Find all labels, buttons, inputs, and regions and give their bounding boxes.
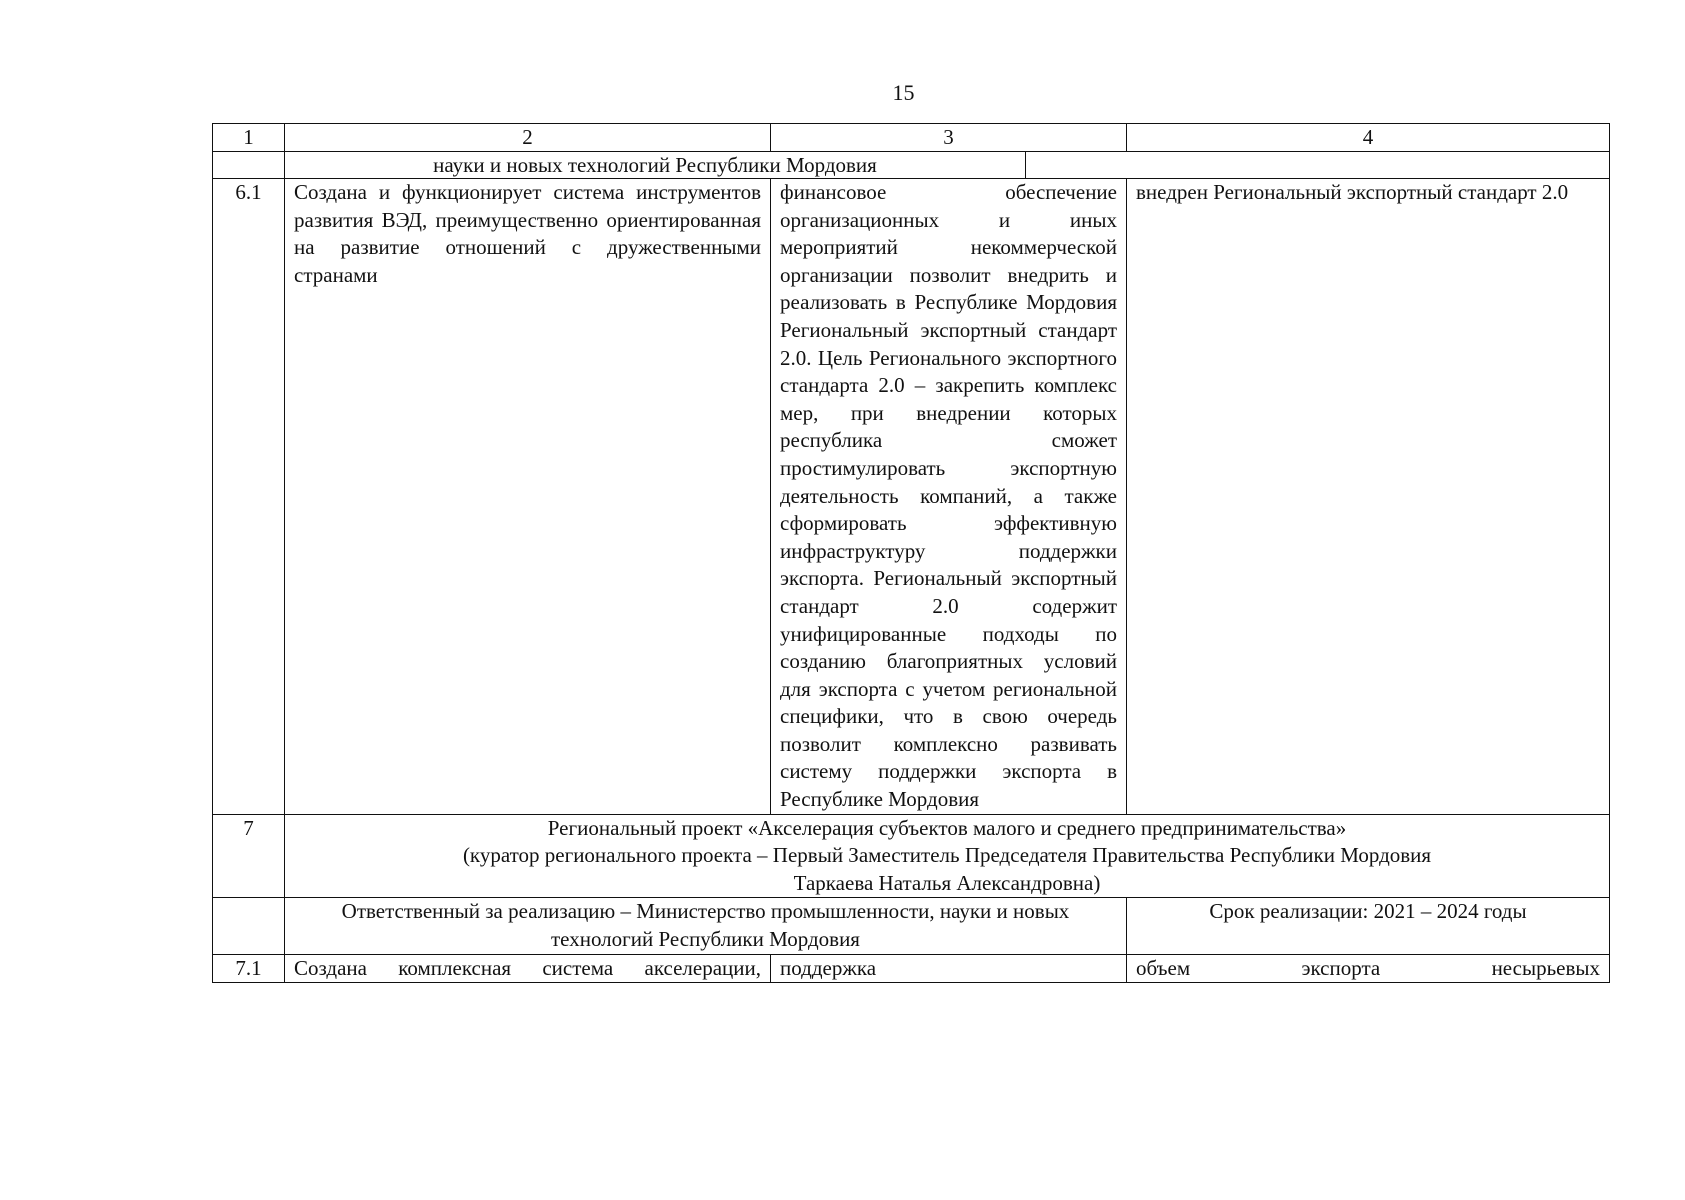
- result-cell: Создана комплексная система акселерации,: [285, 954, 771, 983]
- row-number: 6.1: [213, 179, 285, 815]
- project-title-line-3: Таркаева Наталья Александровна): [793, 870, 1101, 895]
- project-title-line-2: (куратор регионального проекта – Первый Заместитель Председателя Правительства Республики Мордовия: [462, 843, 1432, 868]
- page-number: 15: [892, 80, 915, 105]
- description-cell: поддержка: [771, 954, 1127, 983]
- row-number: 7.1: [213, 954, 285, 983]
- table-row-6-1: [213, 179, 1610, 815]
- table-row-7: [213, 814, 1610, 898]
- continuation-cell: [285, 152, 1610, 179]
- table-row-7-1: [213, 954, 1610, 983]
- column-numbers-row: [213, 124, 1610, 152]
- row-number: 7: [213, 814, 285, 898]
- project-title-line-1: Региональный проект «Акселерация субъектов малого и среднего предпринимательства»: [547, 815, 1347, 840]
- term-cell: Срок реализации: 2021 – 2024 годы: [1127, 898, 1610, 954]
- responsible-empty-cell: [213, 898, 285, 954]
- description-cell: финансовое обеспечение организационных и иных мероприятий некоммерческой организации позволит внедрить и реализовать в Республике Мордовия Региональный экспортный стандарт 2.0. Цель Регионального экспортного стандарта 2.0 – закрепить комплекс мер, при внедрении которых республика сможет простимулировать экспортную деятельность компаний, а также сформировать эффективную инфраструктуру поддержки экспорта. Региональный экспортный стандарт 2.0 содержит унифицированные подходы по созданию благоприятных условий для экспорта с учетом региональной специфики, что в свою очередь позволит комплексно развивать систему поддержки экспорта в Республике Мордовия: [771, 179, 1127, 815]
- regional-project-title: [285, 814, 1610, 898]
- column-number-1: 1: [213, 124, 285, 152]
- continuation-text: науки и новых технологий Республики Мордовия: [285, 152, 1026, 178]
- responsible-row: [213, 898, 1610, 954]
- indicator-cell: объем экспорта несырьевых: [1127, 954, 1610, 983]
- column-number-3: 3: [771, 124, 1127, 152]
- continuation-row: [213, 152, 1610, 179]
- continuation-empty-cell: [213, 152, 285, 179]
- result-cell: Создана и функционирует система инструментов развития ВЭД, преимущественно ориентированная на развитие отношений с дружественными странами: [285, 179, 771, 815]
- indicator-cell: внедрен Региональный экспортный стандарт 2.0: [1127, 179, 1610, 815]
- responsible-cell: Ответственный за реализацию – Министерство промышленности, науки и новых технологий Республики Мордовия: [285, 898, 1127, 954]
- column-number-4: 4: [1127, 124, 1610, 152]
- measures-table: [212, 123, 1610, 983]
- column-number-2: 2: [285, 124, 771, 152]
